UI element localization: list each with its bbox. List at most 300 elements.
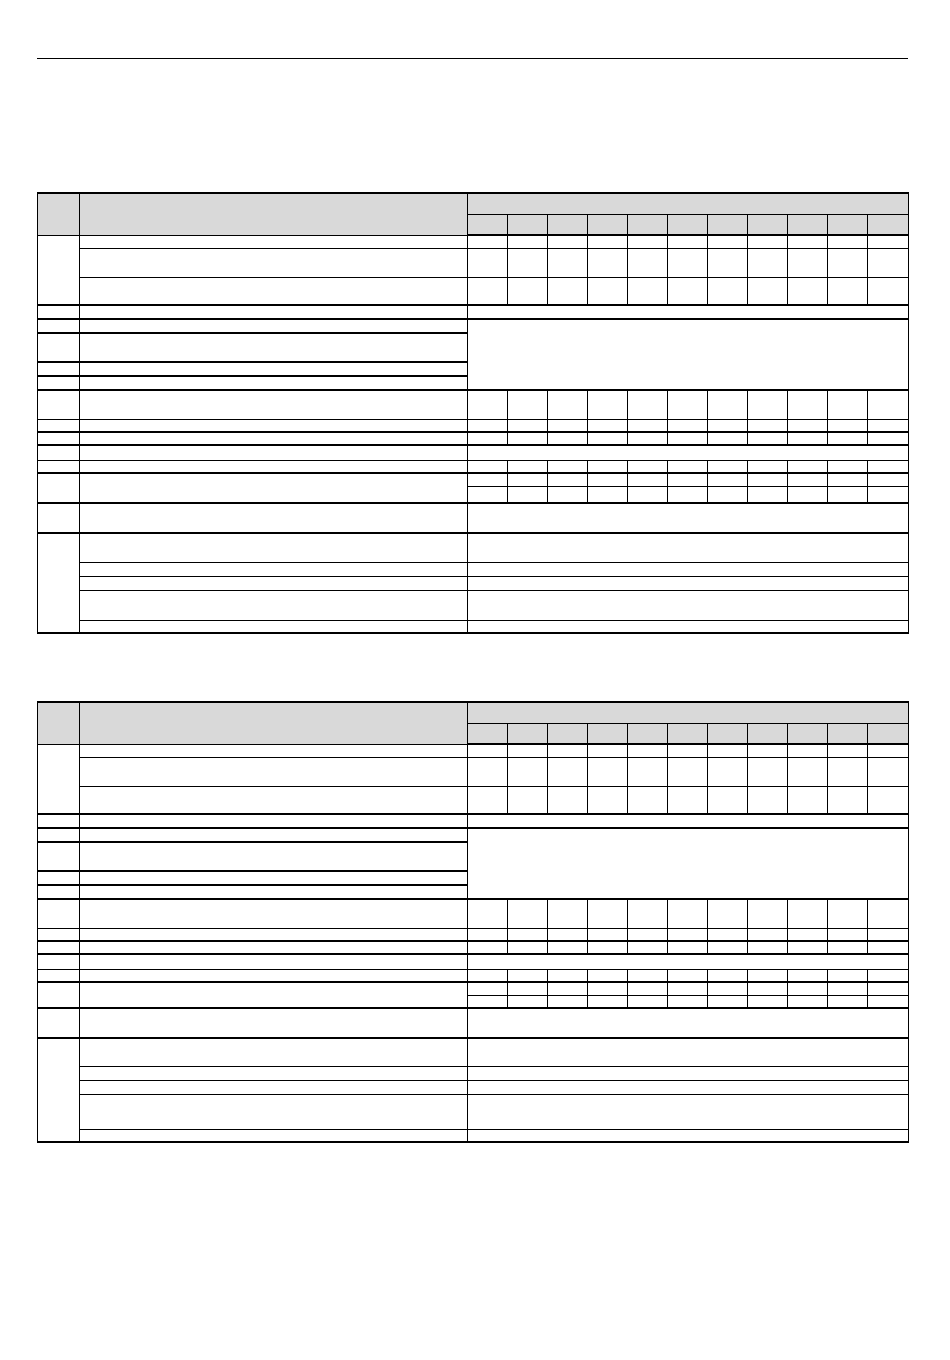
value-cell [508, 419, 548, 432]
item-cell [80, 899, 468, 928]
value-cell [828, 486, 868, 503]
item-cell [80, 814, 468, 828]
item-cell [80, 954, 468, 969]
item-cell [80, 1066, 468, 1080]
model-header-cell [548, 214, 588, 235]
value-cell [588, 928, 628, 941]
value-cell [708, 982, 748, 995]
value-cell [468, 277, 508, 305]
value-cell [508, 969, 548, 982]
item-cell [80, 828, 468, 842]
value-cell [868, 277, 909, 305]
table-row [38, 445, 909, 460]
value-cell [468, 928, 508, 941]
value-cell [748, 390, 788, 419]
value-cell [748, 941, 788, 954]
value-cell [748, 419, 788, 432]
value-cell [588, 969, 628, 982]
value-cell [468, 486, 508, 503]
table-header-row [38, 702, 909, 723]
group-cell [38, 390, 80, 419]
value-cell [868, 432, 909, 445]
group-cell [38, 982, 80, 1008]
value-cell [508, 460, 548, 473]
value-cell [548, 419, 588, 432]
value-cell [628, 941, 668, 954]
table-row [38, 319, 909, 333]
value-cell [868, 460, 909, 473]
item-cell [80, 376, 468, 390]
item-cell [80, 1094, 468, 1129]
model-header-cell [588, 214, 628, 235]
value-cell [508, 390, 548, 419]
value-cell [868, 486, 909, 503]
group-cell [38, 1038, 80, 1142]
value-cell [788, 486, 828, 503]
value-cell [508, 757, 548, 786]
value-cell [628, 786, 668, 814]
item-cell [80, 842, 468, 871]
value-cell [868, 982, 909, 995]
value-cell [868, 899, 909, 928]
value-cell [548, 969, 588, 982]
value-cell [588, 432, 628, 445]
value-cell [548, 390, 588, 419]
model-header-cell [508, 723, 548, 744]
value-cell [468, 941, 508, 954]
group-cell [38, 432, 80, 445]
value-cell [748, 786, 788, 814]
item-cell [80, 248, 468, 277]
model-header-cell [788, 214, 828, 235]
value-cell [628, 995, 668, 1008]
value-cell [548, 473, 588, 486]
value-cell [668, 995, 708, 1008]
model-header-cell [588, 723, 628, 744]
value-cell [788, 277, 828, 305]
value-cell [508, 941, 548, 954]
group-cell [38, 744, 80, 814]
item-cell [80, 982, 468, 1008]
value-span-cell [468, 620, 909, 633]
value-cell [788, 235, 828, 248]
value-span-cell [468, 533, 909, 562]
value-cell [748, 473, 788, 486]
value-cell [708, 786, 748, 814]
group-cell [38, 533, 80, 633]
group-cell [38, 460, 80, 473]
table-row [38, 786, 909, 814]
group-cell [38, 503, 80, 533]
table-row [38, 1066, 909, 1080]
group-cell [38, 871, 80, 885]
model-header-cell [748, 214, 788, 235]
item-cell [80, 590, 468, 620]
value-cell [588, 744, 628, 757]
item-cell [80, 277, 468, 305]
value-cell [588, 235, 628, 248]
value-cell [788, 899, 828, 928]
item-cell [80, 576, 468, 590]
value-cell [668, 786, 708, 814]
value-cell [468, 432, 508, 445]
table-row [38, 620, 909, 633]
item-cell [80, 620, 468, 633]
group-cell [38, 319, 80, 333]
item-cell [80, 1080, 468, 1094]
item-cell [80, 333, 468, 362]
value-cell [508, 995, 548, 1008]
model-header-cell [868, 214, 909, 235]
item-cell [80, 362, 468, 376]
group-cell [38, 899, 80, 928]
value-cell [588, 473, 628, 486]
value-cell [548, 432, 588, 445]
value-cell [668, 486, 708, 503]
table-row [38, 954, 909, 969]
value-cell [628, 969, 668, 982]
value-cell [548, 757, 588, 786]
value-cell [588, 982, 628, 995]
value-cell [828, 460, 868, 473]
value-cell [548, 460, 588, 473]
value-cell [668, 744, 708, 757]
value-cell [788, 982, 828, 995]
table-row [38, 419, 909, 432]
group-cell [38, 305, 80, 319]
value-cell [508, 928, 548, 941]
value-cell [708, 460, 748, 473]
value-cell [468, 744, 508, 757]
value-cell [508, 473, 548, 486]
value-cell [788, 460, 828, 473]
value-cell [788, 969, 828, 982]
value-span-cell [468, 576, 909, 590]
value-cell [668, 928, 708, 941]
value-cell [548, 982, 588, 995]
value-cell [828, 390, 868, 419]
value-cell [628, 757, 668, 786]
value-cell [548, 995, 588, 1008]
value-cell [628, 473, 668, 486]
value-cell [548, 941, 588, 954]
group-cell [38, 362, 80, 376]
value-cell [468, 473, 508, 486]
table-row [38, 982, 909, 995]
model-header-cell [508, 214, 548, 235]
table-row [38, 744, 909, 757]
table-row [38, 814, 909, 828]
model-header-cell [748, 723, 788, 744]
value-cell [828, 235, 868, 248]
value-cell [508, 982, 548, 995]
value-cell [828, 744, 868, 757]
model-header-cell [708, 723, 748, 744]
value-cell [468, 390, 508, 419]
value-cell [748, 969, 788, 982]
header-group-cell [38, 193, 80, 235]
value-cell [788, 419, 828, 432]
value-cell [628, 982, 668, 995]
value-cell [748, 982, 788, 995]
item-cell [80, 941, 468, 954]
value-cell [468, 419, 508, 432]
value-span-cell [468, 814, 909, 828]
table-row [38, 460, 909, 473]
group-cell [38, 235, 80, 305]
value-cell [708, 248, 748, 277]
group-cell [38, 954, 80, 969]
value-cell [588, 277, 628, 305]
table-row [38, 432, 909, 445]
value-cell [708, 235, 748, 248]
table-row [38, 562, 909, 576]
group-cell [38, 828, 80, 842]
value-cell [668, 419, 708, 432]
value-cell [588, 419, 628, 432]
item-cell [80, 235, 468, 248]
value-cell [708, 969, 748, 982]
group-cell [38, 473, 80, 503]
group-cell [38, 885, 80, 899]
value-cell [868, 235, 909, 248]
table-row [38, 277, 909, 305]
item-cell [80, 969, 468, 982]
value-cell [588, 486, 628, 503]
item-cell [80, 319, 468, 333]
value-cell [548, 248, 588, 277]
value-cell [828, 473, 868, 486]
value-span-cell [468, 1129, 909, 1142]
table-row [38, 941, 909, 954]
value-cell [748, 460, 788, 473]
group-cell [38, 969, 80, 982]
value-cell [788, 390, 828, 419]
value-span-cell [468, 954, 909, 969]
table-row [38, 1080, 909, 1094]
value-span-cell [468, 1008, 909, 1038]
model-header-cell [828, 723, 868, 744]
value-cell [508, 432, 548, 445]
table-row [38, 1129, 909, 1142]
value-cell [748, 432, 788, 445]
value-cell [668, 899, 708, 928]
value-cell [628, 928, 668, 941]
value-span-cell [468, 1080, 909, 1094]
value-span-cell [468, 590, 909, 620]
item-cell [80, 562, 468, 576]
value-cell [708, 941, 748, 954]
value-cell [788, 248, 828, 277]
value-cell [508, 786, 548, 814]
value-cell [828, 995, 868, 1008]
value-cell [628, 419, 668, 432]
value-cell [788, 928, 828, 941]
value-cell [708, 757, 748, 786]
model-header-cell [628, 723, 668, 744]
group-cell [38, 842, 80, 871]
value-cell [788, 432, 828, 445]
value-cell [628, 460, 668, 473]
table-row [38, 390, 909, 419]
item-cell [80, 445, 468, 460]
table-row [38, 503, 909, 533]
value-cell [868, 941, 909, 954]
table-row [38, 576, 909, 590]
value-cell [628, 486, 668, 503]
value-cell [468, 969, 508, 982]
value-cell [588, 248, 628, 277]
value-cell [668, 235, 708, 248]
value-cell [628, 432, 668, 445]
table-row [38, 1094, 909, 1129]
model-header-cell [628, 214, 668, 235]
value-span-cell [468, 305, 909, 319]
value-cell [508, 277, 548, 305]
header-models-cell [468, 193, 909, 214]
value-cell [508, 744, 548, 757]
header-item-cell [80, 702, 468, 744]
value-cell [548, 486, 588, 503]
value-cell [708, 995, 748, 1008]
value-cell [748, 928, 788, 941]
value-cell [708, 432, 748, 445]
value-cell [668, 432, 708, 445]
value-cell [548, 277, 588, 305]
value-cell [868, 969, 909, 982]
item-cell [80, 503, 468, 533]
model-header-cell [548, 723, 588, 744]
group-cell [38, 1008, 80, 1038]
value-cell [628, 899, 668, 928]
value-cell [708, 744, 748, 757]
value-cell [828, 899, 868, 928]
value-cell [628, 235, 668, 248]
model-header-cell [668, 214, 708, 235]
value-cell [468, 899, 508, 928]
value-cell [548, 786, 588, 814]
table-row [38, 590, 909, 620]
value-span-cell [468, 1094, 909, 1129]
value-cell [868, 995, 909, 1008]
value-cell [588, 995, 628, 1008]
value-cell [628, 248, 668, 277]
value-span-cell [468, 1038, 909, 1066]
model-header-cell [468, 723, 508, 744]
value-cell [828, 757, 868, 786]
value-span-cell [468, 1066, 909, 1080]
value-cell [668, 460, 708, 473]
value-cell [468, 460, 508, 473]
value-cell [748, 277, 788, 305]
value-cell [668, 982, 708, 995]
value-span-cell [468, 562, 909, 576]
group-cell [38, 928, 80, 941]
table-row [38, 533, 909, 562]
value-cell [868, 390, 909, 419]
value-cell [868, 786, 909, 814]
item-cell [80, 305, 468, 319]
item-cell [80, 1008, 468, 1038]
model-header-cell [868, 723, 909, 744]
value-cell [588, 460, 628, 473]
table-row [38, 235, 909, 248]
item-cell [80, 1038, 468, 1066]
value-cell [508, 899, 548, 928]
value-cell [668, 473, 708, 486]
item-cell [80, 744, 468, 757]
value-cell [588, 941, 628, 954]
value-cell [548, 899, 588, 928]
model-header-cell [468, 214, 508, 235]
group-cell [38, 419, 80, 432]
table-row [38, 305, 909, 319]
value-cell [548, 928, 588, 941]
value-cell [708, 277, 748, 305]
value-cell [788, 941, 828, 954]
value-cell [588, 390, 628, 419]
table-row [38, 928, 909, 941]
group-cell [38, 333, 80, 362]
spec-table-2 [37, 701, 909, 1143]
value-cell [548, 235, 588, 248]
value-cell [468, 995, 508, 1008]
value-span-cell [468, 319, 909, 390]
value-cell [868, 248, 909, 277]
item-cell [80, 757, 468, 786]
value-cell [868, 473, 909, 486]
table-row [38, 473, 909, 486]
value-cell [468, 235, 508, 248]
model-header-cell [668, 723, 708, 744]
value-cell [828, 928, 868, 941]
value-cell [468, 786, 508, 814]
value-cell [708, 473, 748, 486]
value-cell [748, 744, 788, 757]
group-cell [38, 376, 80, 390]
value-cell [668, 941, 708, 954]
value-cell [468, 248, 508, 277]
value-cell [828, 432, 868, 445]
item-cell [80, 786, 468, 814]
item-cell [80, 432, 468, 445]
table-row [38, 1038, 909, 1066]
value-cell [548, 744, 588, 757]
header-rule [37, 58, 908, 59]
value-cell [708, 928, 748, 941]
header-item-cell [80, 193, 468, 235]
value-cell [468, 982, 508, 995]
value-cell [828, 419, 868, 432]
value-span-cell [468, 503, 909, 533]
header-models-cell [468, 702, 909, 723]
value-cell [788, 995, 828, 1008]
value-cell [828, 982, 868, 995]
model-header-cell [788, 723, 828, 744]
value-cell [468, 757, 508, 786]
item-cell [80, 885, 468, 899]
value-cell [748, 486, 788, 503]
item-cell [80, 871, 468, 885]
item-cell [80, 473, 468, 503]
table-row [38, 828, 909, 842]
value-cell [708, 899, 748, 928]
table-row [38, 1008, 909, 1038]
value-cell [708, 486, 748, 503]
value-cell [588, 899, 628, 928]
value-cell [668, 390, 708, 419]
item-cell [80, 533, 468, 562]
